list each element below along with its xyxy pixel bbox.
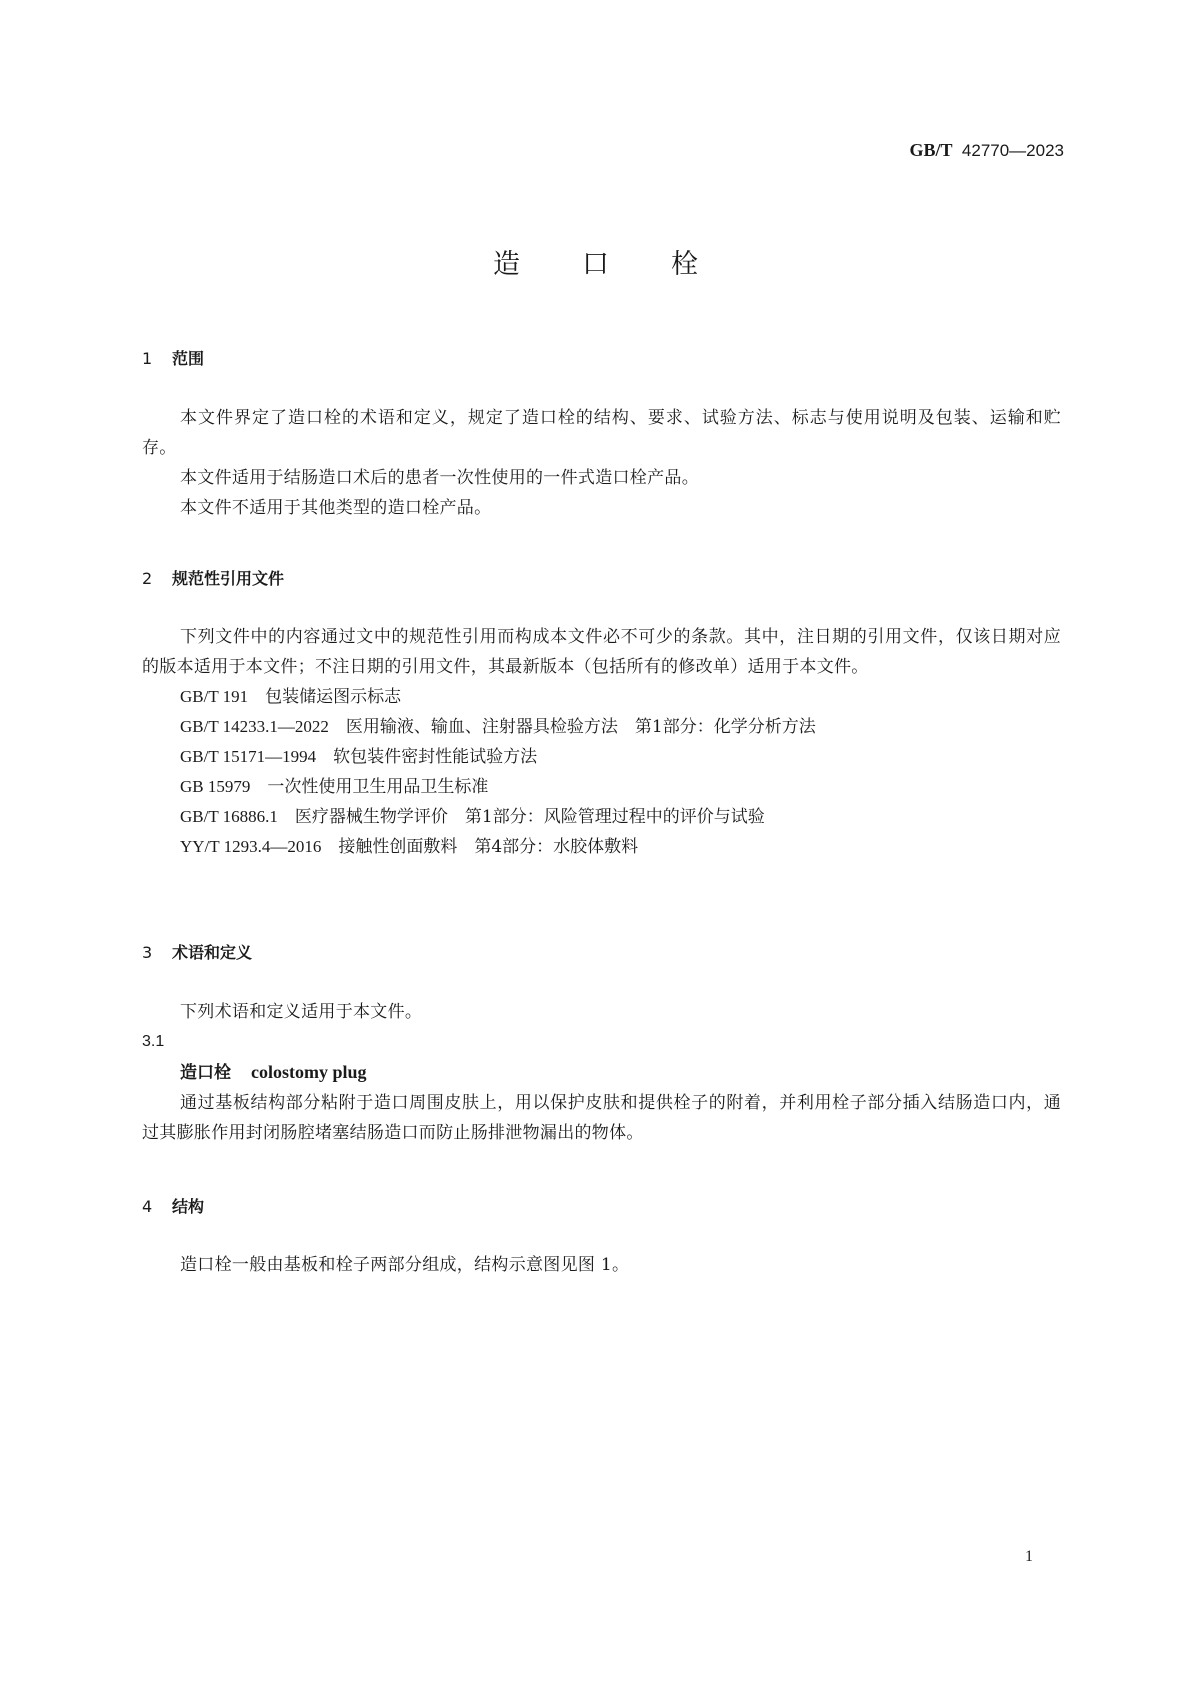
reference-title: 软包装件密封性能试验方法: [333, 747, 538, 767]
term-chinese: 造口栓: [180, 1063, 231, 1083]
section-number: 4: [142, 1197, 153, 1216]
reference-title: 医疗器械生物学评价 第1部分：风险管理过程中的评价与试验: [294, 807, 765, 827]
reference-title: 接触性创面敷料 第4部分：水胶体敷料: [338, 837, 639, 857]
reference-item: [180, 712, 1061, 742]
section-title: 结构: [172, 1197, 205, 1216]
section-4-body: [142, 1250, 1061, 1280]
paragraph: 下列术语和定义适用于本文件。: [180, 1002, 423, 1022]
paragraph: 本文件适用于结肠造口术后的患者一次性使用的一件式造口栓产品。: [180, 468, 699, 488]
reference-item: [180, 742, 1061, 772]
standard-number: [909, 140, 1064, 161]
reference-code: GB/T 15171—1994: [180, 747, 317, 766]
paragraph: 本文件界定了造口栓的术语和定义，规定了造口栓的结构、要求、试验方法、标志与使用说明及包装、运输和贮存。: [142, 408, 1061, 458]
paragraph: 本文件不适用于其他类型的造口栓产品。: [180, 498, 492, 518]
section-2-body: [142, 622, 1061, 862]
section-title: 术语和定义: [172, 943, 253, 962]
reference-item: [180, 802, 1061, 832]
section-3-heading: [142, 940, 252, 963]
reference-code: GB/T 14233.1—2022: [180, 717, 329, 736]
reference-item: [180, 832, 1061, 862]
reference-item: [180, 772, 1061, 802]
term-number: 3.1: [142, 1033, 165, 1050]
reference-title: 医用输液、输血、注射器具检验方法 第1部分：化学分析方法: [345, 717, 816, 737]
paragraph: 下列文件中的内容通过文中的规范性引用而构成本文件必不可少的条款。其中，注日期的引用文件，仅该日期对应的版本适用于本文件；不注日期的引用文件，其最新版本（包括所有的修改单）适用于本文件。: [142, 627, 1061, 677]
section-number: 3: [142, 943, 153, 962]
section-3-body: [142, 997, 1061, 1148]
section-title: 规范性引用文件: [172, 569, 285, 588]
section-title: 范围: [172, 349, 205, 368]
reference-title: 包装储运图示标志: [265, 687, 402, 707]
reference-code: YY/T 1293.4—2016: [180, 837, 322, 856]
reference-item: [180, 682, 1061, 712]
reference-code: GB/T 16886.1: [180, 807, 278, 826]
paragraph: 造口栓一般由基板和栓子两部分组成，结构示意图见图 1。: [180, 1255, 630, 1275]
section-number: 2: [142, 569, 153, 588]
document-title: 造口栓: [493, 249, 760, 280]
section-1-body: [142, 403, 1061, 523]
reference-code: GB 15979: [180, 777, 251, 796]
page-number: 1: [1025, 1548, 1033, 1565]
section-2-heading: [142, 566, 284, 589]
reference-code: GB/T 191: [180, 687, 249, 706]
term-definition: 通过基板结构部分粘附于造口周围皮肤上，用以保护皮肤和提供栓子的附着，并利用栓子部分插入结肠造口内，通过其膨胀作用封闭肠腔堵塞结肠造口而防止肠排泄物漏出的物体。: [142, 1093, 1061, 1143]
term-english: colostomy plug: [251, 1062, 367, 1082]
term-title: [180, 1057, 1061, 1088]
section-1-heading: [142, 346, 204, 369]
standard-prefix: GB/T: [909, 140, 953, 160]
section-4-heading: [142, 1194, 204, 1217]
reference-title: 一次性使用卫生用品卫生标准: [267, 777, 489, 797]
standard-code: 42770—2023: [961, 141, 1064, 160]
section-number: 1: [142, 349, 153, 368]
